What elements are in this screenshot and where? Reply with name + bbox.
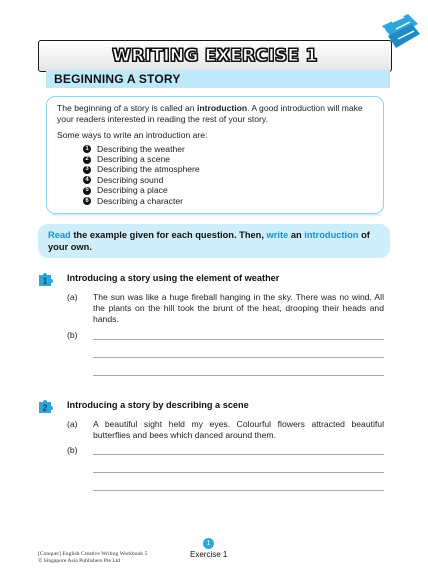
title-banner <box>38 40 392 72</box>
instruction-text: an <box>288 230 305 240</box>
list-item-text: Describing a character <box>97 195 183 206</box>
intro-bold-term: introduction <box>196 103 248 113</box>
example-text: A beautiful sight held my eyes. Colourful flowers attracted beautiful butterflies and bees which danced around them. <box>93 419 384 441</box>
part-b-label: (b) <box>67 330 78 340</box>
page-label: Exercise 1 <box>190 550 228 559</box>
intro-paragraph <box>57 103 373 125</box>
part-a-label: (a) <box>67 419 78 429</box>
list-item <box>83 196 373 206</box>
number-badge-icon: 3 <box>83 166 91 174</box>
number-badge-icon: 6 <box>83 197 91 205</box>
page-number-badge: 1 <box>203 538 214 549</box>
page-title: WRITING EXERCISE 1 <box>112 46 318 66</box>
answer-line[interactable] <box>93 375 384 376</box>
instruction-box <box>38 224 390 258</box>
footer-credits <box>38 551 147 565</box>
intro-text-prefix: The beginning of a story is called an <box>57 103 197 113</box>
list-item <box>83 186 373 196</box>
copyright-line: © Singapore Asia Publishers Pte Ltd <box>38 558 121 564</box>
part-b-label: (b) <box>67 445 78 455</box>
introduction-info-box <box>46 96 384 214</box>
instruction-text: of your own. <box>48 230 370 252</box>
list-item-text: Describing a scene <box>97 154 171 165</box>
question-title: Introducing a story using the element of weather <box>67 273 280 283</box>
question-number-puzzle-icon <box>37 271 53 287</box>
list-item-text: Describing the weather <box>97 143 185 154</box>
answer-line[interactable] <box>93 454 384 455</box>
list-item <box>83 144 373 154</box>
list-item <box>83 165 373 175</box>
instruction-keyword-introduction: introduction <box>304 230 359 240</box>
list-item-text: Describing the atmosphere <box>97 164 200 175</box>
answer-line[interactable] <box>93 472 384 473</box>
intro-text-suffix: . A good introduction will make your readers interested in reading the rest of your story. <box>57 103 363 124</box>
number-badge-icon: 5 <box>83 187 91 195</box>
ways-label: Some ways to write an introduction are: <box>57 130 208 140</box>
answer-line[interactable] <box>93 357 384 358</box>
question-number: 1 <box>42 276 48 286</box>
question-number: 2 <box>42 403 48 413</box>
example-text: The sun was like a huge fireball hanging in the sky. There was no wind. All the plants on the hill took the brunt of the heat, drooping their heads and hands. <box>93 292 384 325</box>
part-a-label: (a) <box>67 292 78 302</box>
number-badge-icon: 2 <box>83 156 91 164</box>
list-item-text: Describing a place <box>97 185 168 196</box>
list-item <box>83 154 373 164</box>
number-badge-icon: 4 <box>83 176 91 184</box>
page-subtitle: BEGINNING A STORY <box>54 72 181 86</box>
instruction-keyword-write: write <box>266 230 289 240</box>
box-shadow-strip <box>52 214 382 217</box>
ways-list <box>83 144 373 206</box>
instruction-text: the example given for each question. Then, <box>70 230 267 240</box>
answer-line[interactable] <box>93 490 384 491</box>
list-item <box>83 175 373 185</box>
question-title: Introducing a story by describing a scene <box>67 400 249 410</box>
list-item-text: Describing sound <box>97 174 164 185</box>
book-title-line: [Conquer] English Creative Writing Workbook 5 <box>38 551 148 557</box>
instruction-keyword-read: Read <box>48 230 71 240</box>
answer-line[interactable] <box>93 339 384 340</box>
number-badge-icon: 1 <box>83 145 91 153</box>
question-number-puzzle-icon <box>37 398 53 414</box>
subtitle-banner <box>46 70 390 88</box>
